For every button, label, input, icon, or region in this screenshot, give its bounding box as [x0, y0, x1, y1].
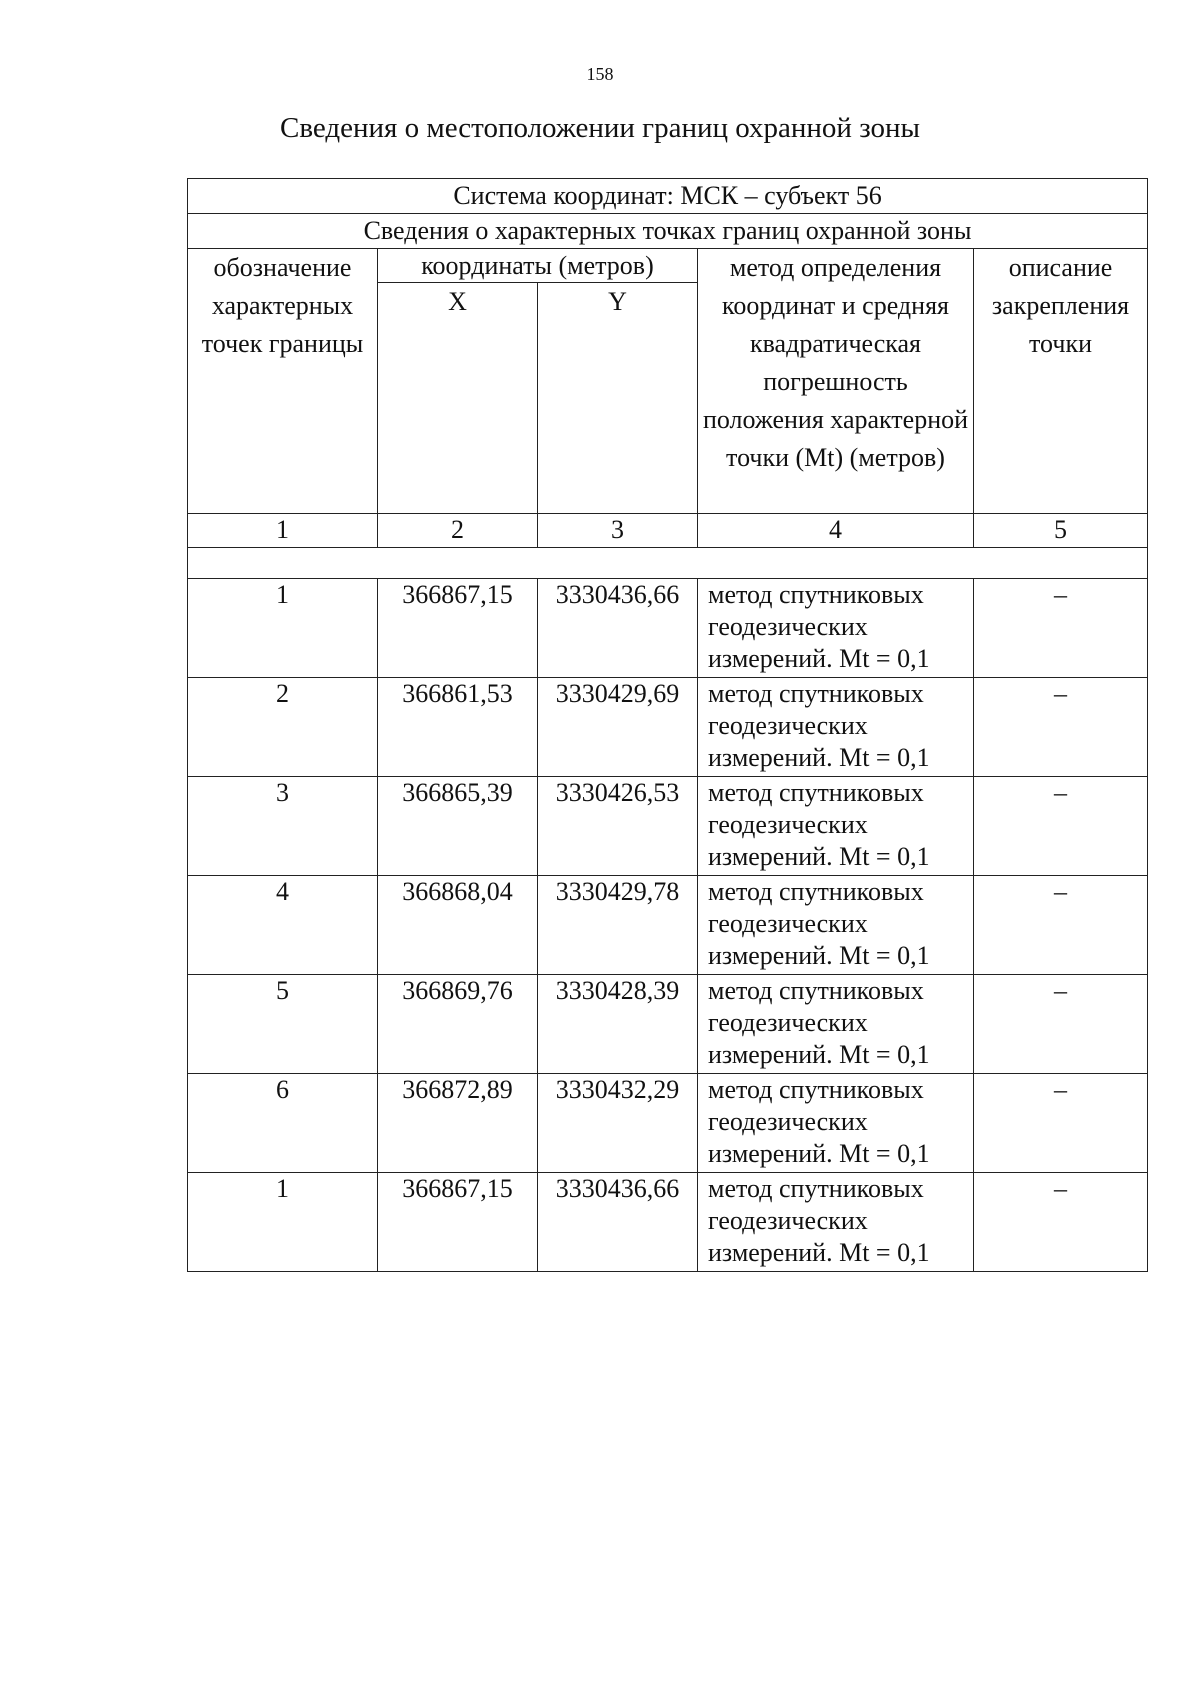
method-cell: метод спутниковых геодезических измерений. Mt = 0,1 [698, 678, 974, 777]
description-cell: – [974, 1173, 1148, 1272]
description-cell: – [974, 579, 1148, 678]
coordinate-system-cell: Система координат: МСК – субъект 56 [188, 179, 1148, 214]
column-number: 3 [538, 514, 698, 548]
coordinate-system-row [188, 179, 1148, 214]
header-y: Y [538, 283, 698, 514]
y-coordinate-cell: 3330429,78 [538, 876, 698, 975]
method-cell: метод спутниковых геодезических измерений. Mt = 0,1 [698, 579, 974, 678]
x-coordinate-cell: 366867,15 [378, 579, 538, 678]
table-row [188, 678, 1148, 777]
x-coordinate-cell: 366865,39 [378, 777, 538, 876]
description-cell: – [974, 876, 1148, 975]
x-coordinate-cell: 366868,04 [378, 876, 538, 975]
y-coordinate-cell: 3330436,66 [538, 1173, 698, 1272]
table-row [188, 876, 1148, 975]
header-point: обозначение характерных точек границы [188, 249, 378, 514]
table-row [188, 1173, 1148, 1272]
header-coordinates: координаты (метров) [378, 249, 698, 283]
table-row [188, 1074, 1148, 1173]
column-number: 1 [188, 514, 378, 548]
point-cell: 4 [188, 876, 378, 975]
y-coordinate-cell: 3330432,29 [538, 1074, 698, 1173]
header-description: описание закрепления точки [974, 249, 1148, 514]
description-cell: – [974, 678, 1148, 777]
point-cell: 2 [188, 678, 378, 777]
x-coordinate-cell: 366861,53 [378, 678, 538, 777]
page-title: Сведения о местоположении границ охранной зоны [279, 112, 920, 144]
point-cell: 6 [188, 1074, 378, 1173]
column-number: 5 [974, 514, 1148, 548]
section-title-cell: Сведения о характерных точках границ охранной зоны [188, 214, 1148, 249]
description-cell: – [974, 777, 1148, 876]
table-row [188, 579, 1148, 678]
point-cell: 1 [188, 579, 378, 678]
description-cell: – [974, 975, 1148, 1074]
y-coordinate-cell: 3330436,66 [538, 579, 698, 678]
column-number: 4 [698, 514, 974, 548]
table-row [188, 777, 1148, 876]
y-coordinate-cell: 3330426,53 [538, 777, 698, 876]
blank-row [188, 548, 1148, 579]
point-cell: 5 [188, 975, 378, 1074]
section-title-row [188, 214, 1148, 249]
method-cell: метод спутниковых геодезических измерений. Mt = 0,1 [698, 975, 974, 1074]
header-row [188, 249, 1148, 283]
y-coordinate-cell: 3330429,69 [538, 678, 698, 777]
column-number-row [188, 514, 1148, 548]
point-cell: 1 [188, 1173, 378, 1272]
method-cell: метод спутниковых геодезических измерений. Mt = 0,1 [698, 777, 974, 876]
x-coordinate-cell: 366869,76 [378, 975, 538, 1074]
method-cell: метод спутниковых геодезических измерений. Mt = 0,1 [698, 1173, 974, 1272]
x-coordinate-cell: 366872,89 [378, 1074, 538, 1173]
method-cell: метод спутниковых геодезических измерений. Mt = 0,1 [698, 1074, 974, 1173]
blank-cell [188, 548, 1148, 579]
page-number: 158 [586, 64, 614, 84]
x-coordinate-cell: 366867,15 [378, 1173, 538, 1272]
column-number: 2 [378, 514, 538, 548]
header-method: метод определения координат и средняя квадратическая погрешность положения характерной точки (Mt) (метров) [698, 249, 974, 514]
description-cell: – [974, 1074, 1148, 1173]
header-x: X [378, 283, 538, 514]
method-cell: метод спутниковых геодезических измерений. Mt = 0,1 [698, 876, 974, 975]
y-coordinate-cell: 3330428,39 [538, 975, 698, 1074]
boundary-points-table [187, 178, 1148, 1272]
table-row [188, 975, 1148, 1074]
point-cell: 3 [188, 777, 378, 876]
